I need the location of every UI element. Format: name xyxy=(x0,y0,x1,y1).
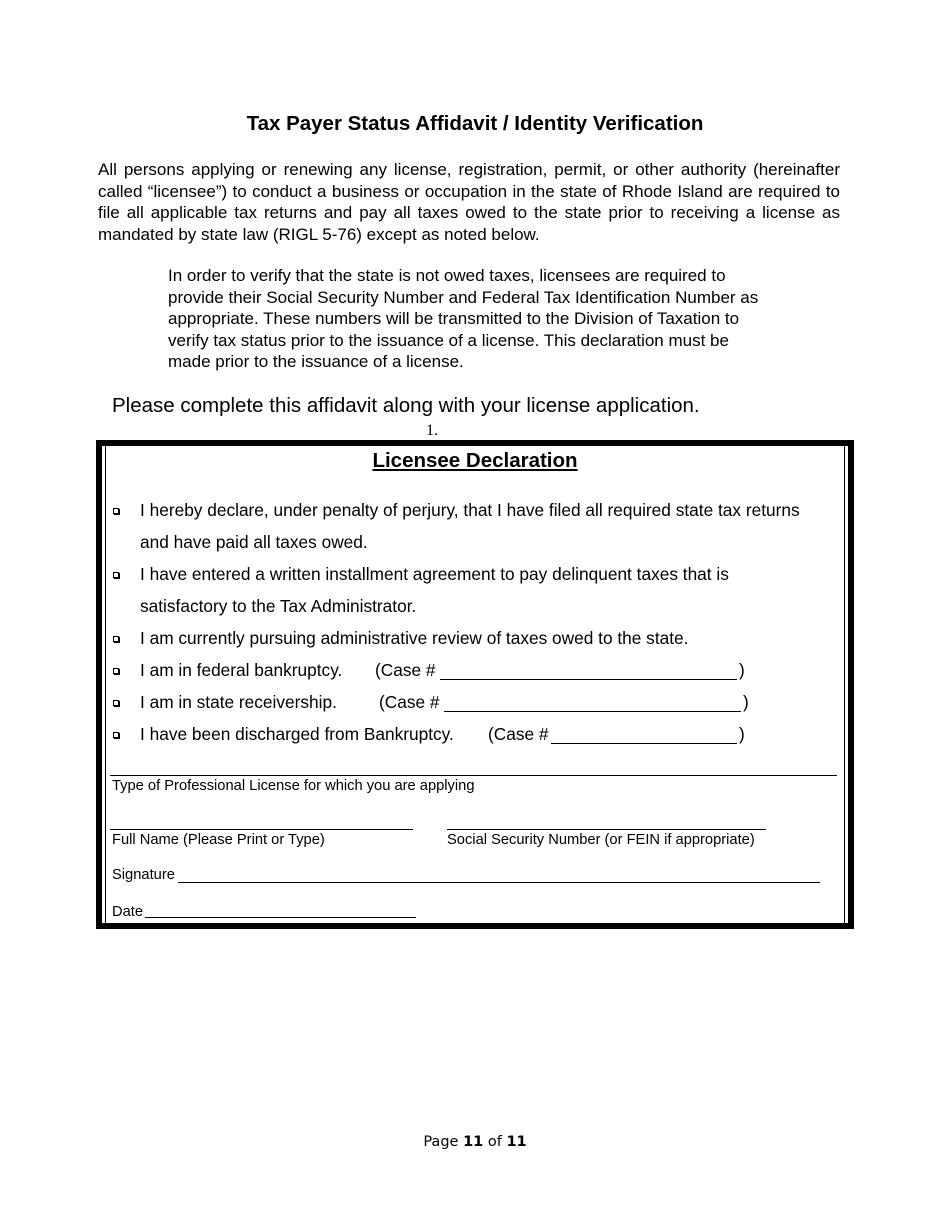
declaration-item-5-case-prefix: (Case # xyxy=(379,692,440,712)
page-title: Tax Payer Status Affidavit / Identity Verification xyxy=(246,112,704,135)
signature-label: Signature xyxy=(112,867,175,883)
intro-line: (hereinafter called “licensee”) to conduct a business or occupation in the state of Rhode xyxy=(98,160,840,201)
instruction-text: Please complete this affidavit along with your license application. xyxy=(112,394,700,417)
declaration-item-4-label: I am in federal bankruptcy. xyxy=(140,660,343,680)
intro-line: to receiving a license as mandated by state law (RIGL 5-76) except as noted below. xyxy=(98,203,840,244)
declaration-checkbox-4[interactable] xyxy=(113,668,119,674)
intro-line: All persons applying or renewing any license, registration, permit, or other authority xyxy=(98,160,747,179)
intro-line: Island are required to file all applicable tax returns and pay all taxes owed to the state prior xyxy=(98,181,840,223)
declaration-checkbox-6[interactable] xyxy=(113,732,119,738)
footer-of-word: of xyxy=(487,1134,502,1150)
verification-line: made prior to the issuance of a license. xyxy=(168,352,464,372)
declaration-checkbox-1[interactable] xyxy=(113,508,119,514)
verification-paragraph xyxy=(168,265,828,373)
full-name-label: Full Name (Please Print or Type) xyxy=(112,832,325,848)
ssn-label: Social Security Number (or FEIN if appropriate) xyxy=(447,832,755,848)
license-type-label: Type of Professional License for which you are applying xyxy=(112,778,475,794)
state-receivership-case-number-field[interactable] xyxy=(444,711,741,712)
declaration-heading: Licensee Declaration xyxy=(372,449,578,472)
verification-line: In order to verify that the state is not owed taxes, licensees are required to xyxy=(168,266,726,285)
full-name-input-line[interactable] xyxy=(110,829,413,830)
page-footer xyxy=(0,1134,950,1150)
date-input-line[interactable] xyxy=(145,917,416,918)
signature-input-line[interactable] xyxy=(178,882,820,883)
ssn-input-line[interactable] xyxy=(447,829,766,830)
footer-current-page: 11 xyxy=(463,1134,484,1150)
declaration-item-3: I am currently pursuing administrative review of taxes owed to the state. xyxy=(140,628,689,648)
date-label: Date xyxy=(112,904,144,920)
declaration-checkbox-3[interactable] xyxy=(113,636,119,642)
footer-total-pages: 11 xyxy=(506,1134,527,1150)
declaration-item-1-line-2: and have paid all taxes owed. xyxy=(140,532,368,552)
declaration-item-1-line-1: I hereby declare, under penalty of perjury, that I have filed all required state tax returns xyxy=(140,500,800,520)
discharged-bankruptcy-case-number-field[interactable] xyxy=(551,743,737,744)
declaration-item-4-case-suffix: ) xyxy=(739,660,745,680)
footer-page-word: Page xyxy=(423,1134,459,1150)
declaration-checkbox-5[interactable] xyxy=(113,700,119,706)
declaration-item-6-case-prefix: (Case # xyxy=(488,724,549,744)
federal-bankruptcy-case-number-field[interactable] xyxy=(440,679,737,680)
footnote-marker: 1. xyxy=(426,422,438,439)
declaration-item-4-case-prefix: (Case # xyxy=(375,660,436,680)
verification-line: appropriate. These numbers will be transmitted to the Division of Taxation to xyxy=(168,309,740,329)
declaration-item-2-line-1: I have entered a written installment agreement to pay delinquent taxes that is xyxy=(140,564,729,584)
verification-line: verify tax status prior to the issuance of a license. This declaration must be xyxy=(168,330,729,350)
declaration-item-6-case-suffix: ) xyxy=(739,724,745,744)
license-type-input-line[interactable] xyxy=(110,775,837,776)
intro-paragraph xyxy=(98,159,840,245)
declaration-item-2-line-2: satisfactory to the Tax Administrator. xyxy=(140,596,417,616)
declaration-item-6-label: I have been discharged from Bankruptcy. xyxy=(140,724,454,744)
declaration-item-5-case-suffix: ) xyxy=(743,692,749,712)
verification-line: provide their Social Security Number and Federal Tax Identification Number as xyxy=(168,287,759,307)
declaration-checkbox-2[interactable] xyxy=(113,572,119,578)
declaration-item-5-label: I am in state receivership. xyxy=(140,692,337,712)
